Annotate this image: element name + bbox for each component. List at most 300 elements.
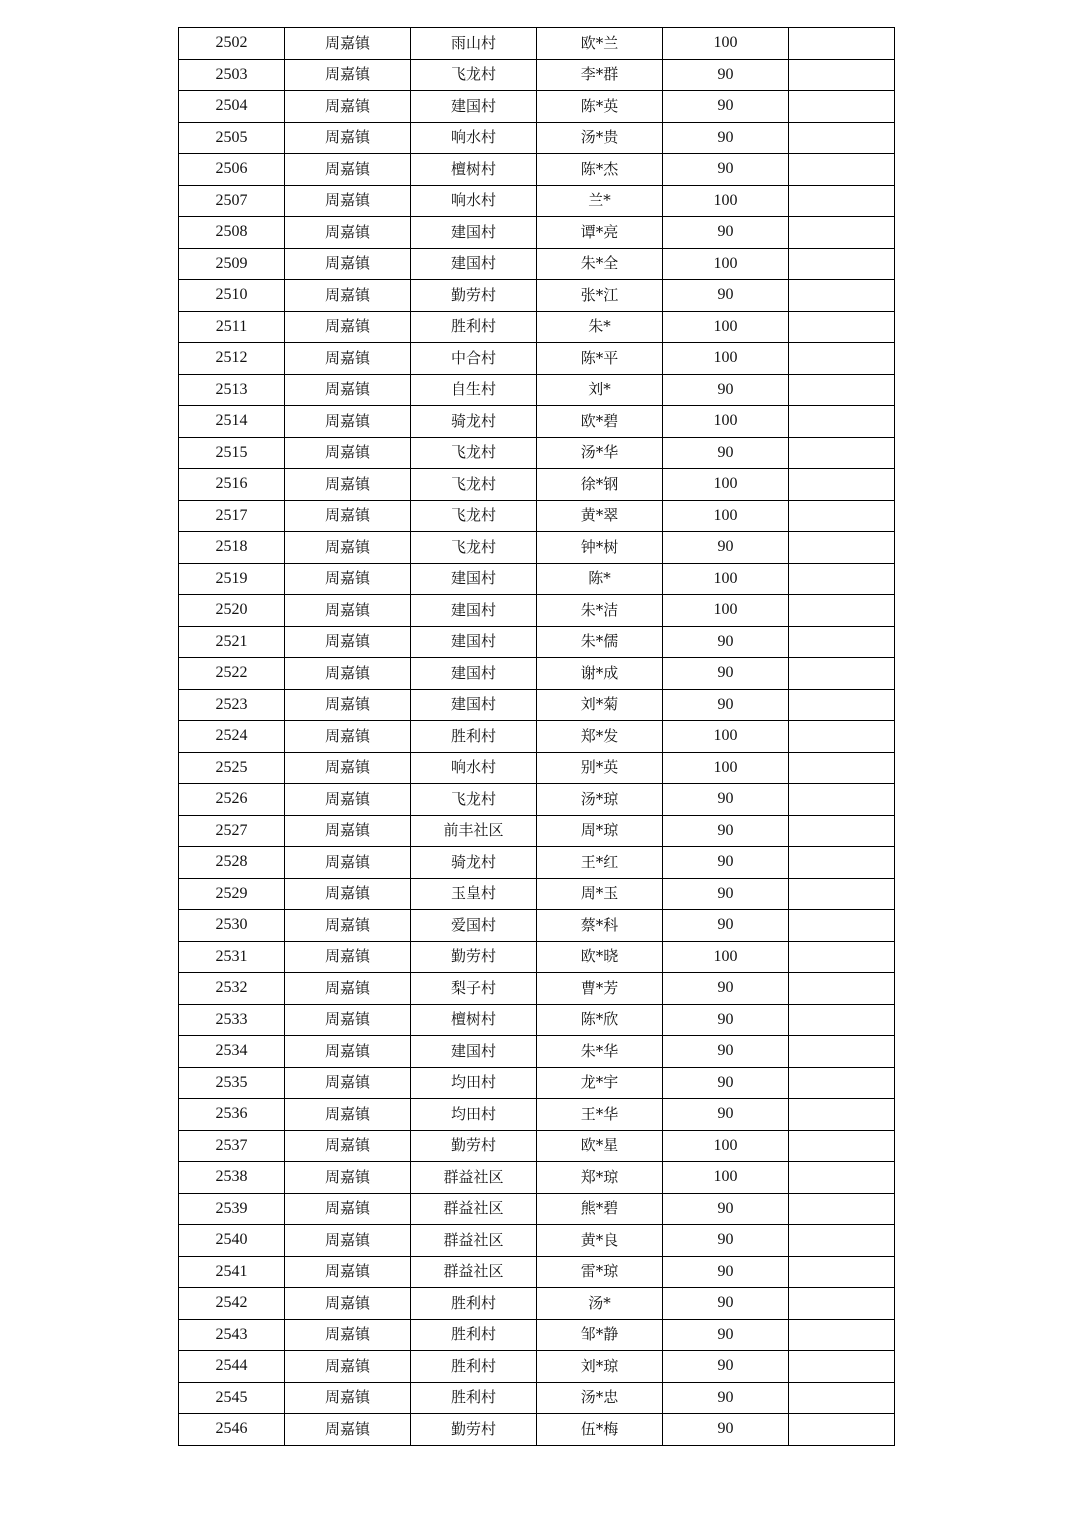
cell-remark: [789, 910, 895, 942]
cell-amount: 90: [663, 59, 789, 91]
table-row: [179, 878, 895, 910]
cell-name: 徐*钢: [537, 469, 663, 501]
cell-town: 周嘉镇: [285, 658, 411, 690]
cell-name: 伍*梅: [537, 1414, 663, 1446]
cell-name: 朱*全: [537, 248, 663, 280]
cell-town: 周嘉镇: [285, 1130, 411, 1162]
cell-town: 周嘉镇: [285, 500, 411, 532]
cell-village: 胜利村: [411, 1319, 537, 1351]
cell-name: 郑*琼: [537, 1162, 663, 1194]
cell-serial-number: 2546: [179, 1414, 285, 1446]
table-row: [179, 280, 895, 312]
cell-serial-number: 2521: [179, 626, 285, 658]
table-row: [179, 1099, 895, 1131]
cell-amount: 100: [663, 311, 789, 343]
cell-village: 檀树村: [411, 1004, 537, 1036]
cell-amount: 90: [663, 1067, 789, 1099]
cell-town: 周嘉镇: [285, 721, 411, 753]
cell-name: 兰*: [537, 185, 663, 217]
cell-village: 勤劳村: [411, 280, 537, 312]
cell-remark: [789, 1351, 895, 1383]
cell-amount: 100: [663, 1162, 789, 1194]
cell-town: 周嘉镇: [285, 815, 411, 847]
cell-serial-number: 2524: [179, 721, 285, 753]
cell-amount: 100: [663, 343, 789, 375]
cell-village: 勤劳村: [411, 941, 537, 973]
cell-name: 黄*翠: [537, 500, 663, 532]
cell-name: 邹*静: [537, 1319, 663, 1351]
cell-name: 刘*: [537, 374, 663, 406]
cell-town: 周嘉镇: [285, 59, 411, 91]
cell-amount: 100: [663, 752, 789, 784]
cell-village: 勤劳村: [411, 1414, 537, 1446]
cell-village: 骑龙村: [411, 847, 537, 879]
cell-serial-number: 2538: [179, 1162, 285, 1194]
cell-village: 响水村: [411, 122, 537, 154]
cell-village: 群益社区: [411, 1225, 537, 1257]
cell-amount: 90: [663, 154, 789, 186]
table-row: [179, 500, 895, 532]
cell-town: 周嘉镇: [285, 154, 411, 186]
cell-remark: [789, 217, 895, 249]
cell-village: 爱国村: [411, 910, 537, 942]
cell-remark: [789, 469, 895, 501]
cell-remark: [789, 280, 895, 312]
cell-town: 周嘉镇: [285, 1382, 411, 1414]
table-row: [179, 1382, 895, 1414]
table-row: [179, 1319, 895, 1351]
cell-name: 汤*琼: [537, 784, 663, 816]
cell-serial-number: 2527: [179, 815, 285, 847]
table-row: [179, 784, 895, 816]
cell-village: 飞龙村: [411, 784, 537, 816]
cell-village: 胜利村: [411, 721, 537, 753]
cell-name: 熊*碧: [537, 1193, 663, 1225]
cell-remark: [789, 1004, 895, 1036]
cell-remark: [789, 1130, 895, 1162]
table-row: [179, 437, 895, 469]
cell-name: 陈*: [537, 563, 663, 595]
cell-remark: [789, 1319, 895, 1351]
cell-town: 周嘉镇: [285, 1067, 411, 1099]
cell-amount: 90: [663, 374, 789, 406]
cell-amount: 90: [663, 280, 789, 312]
cell-amount: 100: [663, 406, 789, 438]
cell-serial-number: 2533: [179, 1004, 285, 1036]
cell-serial-number: 2525: [179, 752, 285, 784]
cell-amount: 100: [663, 595, 789, 627]
cell-town: 周嘉镇: [285, 374, 411, 406]
cell-name: 欧*晓: [537, 941, 663, 973]
cell-town: 周嘉镇: [285, 1256, 411, 1288]
cell-serial-number: 2505: [179, 122, 285, 154]
cell-village: 群益社区: [411, 1193, 537, 1225]
cell-serial-number: 2534: [179, 1036, 285, 1068]
cell-name: 汤*贵: [537, 122, 663, 154]
table-row: [179, 721, 895, 753]
cell-village: 均田村: [411, 1067, 537, 1099]
cell-serial-number: 2518: [179, 532, 285, 564]
cell-remark: [789, 1225, 895, 1257]
cell-village: 建国村: [411, 563, 537, 595]
cell-village: 胜利村: [411, 1382, 537, 1414]
cell-name: 刘*菊: [537, 689, 663, 721]
cell-town: 周嘉镇: [285, 437, 411, 469]
cell-town: 周嘉镇: [285, 343, 411, 375]
cell-town: 周嘉镇: [285, 752, 411, 784]
cell-serial-number: 2536: [179, 1099, 285, 1131]
cell-amount: 100: [663, 28, 789, 60]
cell-town: 周嘉镇: [285, 217, 411, 249]
cell-town: 周嘉镇: [285, 941, 411, 973]
cell-remark: [789, 595, 895, 627]
cell-town: 周嘉镇: [285, 1225, 411, 1257]
cell-remark: [789, 815, 895, 847]
cell-village: 玉皇村: [411, 878, 537, 910]
cell-name: 陈*欣: [537, 1004, 663, 1036]
cell-town: 周嘉镇: [285, 1004, 411, 1036]
cell-serial-number: 2510: [179, 280, 285, 312]
cell-remark: [789, 1193, 895, 1225]
cell-town: 周嘉镇: [285, 91, 411, 123]
cell-amount: 100: [663, 721, 789, 753]
cell-remark: [789, 500, 895, 532]
cell-name: 汤*华: [537, 437, 663, 469]
table-row: [179, 1351, 895, 1383]
cell-serial-number: 2535: [179, 1067, 285, 1099]
cell-amount: 90: [663, 1193, 789, 1225]
cell-village: 雨山村: [411, 28, 537, 60]
cell-name: 朱*: [537, 311, 663, 343]
cell-remark: [789, 626, 895, 658]
cell-amount: 90: [663, 910, 789, 942]
cell-amount: 90: [663, 878, 789, 910]
cell-amount: 90: [663, 1099, 789, 1131]
cell-remark: [789, 374, 895, 406]
cell-serial-number: 2519: [179, 563, 285, 595]
table-row: [179, 532, 895, 564]
cell-amount: 100: [663, 469, 789, 501]
cell-name: 雷*琼: [537, 1256, 663, 1288]
cell-amount: 100: [663, 500, 789, 532]
cell-village: 均田村: [411, 1099, 537, 1131]
cell-name: 周*琼: [537, 815, 663, 847]
cell-village: 梨子村: [411, 973, 537, 1005]
cell-town: 周嘉镇: [285, 910, 411, 942]
cell-remark: [789, 784, 895, 816]
cell-village: 响水村: [411, 185, 537, 217]
table-row: [179, 752, 895, 784]
table-row: [179, 185, 895, 217]
cell-town: 周嘉镇: [285, 1351, 411, 1383]
cell-town: 周嘉镇: [285, 311, 411, 343]
cell-remark: [789, 1099, 895, 1131]
cell-serial-number: 2513: [179, 374, 285, 406]
cell-name: 陈*平: [537, 343, 663, 375]
cell-name: 欧*碧: [537, 406, 663, 438]
table-row: [179, 595, 895, 627]
cell-amount: 100: [663, 1130, 789, 1162]
table-row: [179, 1225, 895, 1257]
cell-name: 朱*儒: [537, 626, 663, 658]
cell-amount: 90: [663, 973, 789, 1005]
cell-name: 张*江: [537, 280, 663, 312]
cell-name: 欧*星: [537, 1130, 663, 1162]
cell-village: 中合村: [411, 343, 537, 375]
cell-name: 王*红: [537, 847, 663, 879]
cell-remark: [789, 1382, 895, 1414]
cell-serial-number: 2508: [179, 217, 285, 249]
cell-serial-number: 2522: [179, 658, 285, 690]
cell-town: 周嘉镇: [285, 626, 411, 658]
table-row: [179, 311, 895, 343]
cell-remark: [789, 343, 895, 375]
cell-remark: [789, 878, 895, 910]
cell-serial-number: 2539: [179, 1193, 285, 1225]
table-row: [179, 1414, 895, 1446]
cell-name: 谢*成: [537, 658, 663, 690]
cell-serial-number: 2516: [179, 469, 285, 501]
cell-town: 周嘉镇: [285, 878, 411, 910]
cell-remark: [789, 1288, 895, 1320]
cell-amount: 90: [663, 91, 789, 123]
cell-town: 周嘉镇: [285, 185, 411, 217]
cell-remark: [789, 91, 895, 123]
cell-village: 建国村: [411, 1036, 537, 1068]
cell-amount: 90: [663, 1256, 789, 1288]
cell-town: 周嘉镇: [285, 1162, 411, 1194]
cell-serial-number: 2504: [179, 91, 285, 123]
cell-serial-number: 2541: [179, 1256, 285, 1288]
cell-village: 建国村: [411, 91, 537, 123]
cell-town: 周嘉镇: [285, 689, 411, 721]
cell-amount: 90: [663, 1225, 789, 1257]
cell-serial-number: 2529: [179, 878, 285, 910]
table-row: [179, 1067, 895, 1099]
table-row: [179, 374, 895, 406]
cell-remark: [789, 122, 895, 154]
cell-serial-number: 2514: [179, 406, 285, 438]
cell-village: 建国村: [411, 217, 537, 249]
cell-remark: [789, 532, 895, 564]
table-row: [179, 248, 895, 280]
cell-village: 胜利村: [411, 311, 537, 343]
cell-remark: [789, 406, 895, 438]
cell-remark: [789, 311, 895, 343]
cell-village: 飞龙村: [411, 469, 537, 501]
cell-village: 响水村: [411, 752, 537, 784]
table-row: [179, 1162, 895, 1194]
cell-serial-number: 2506: [179, 154, 285, 186]
cell-amount: 90: [663, 815, 789, 847]
cell-name: 汤*: [537, 1288, 663, 1320]
cell-serial-number: 2526: [179, 784, 285, 816]
cell-amount: 100: [663, 248, 789, 280]
table-row: [179, 658, 895, 690]
cell-village: 前丰社区: [411, 815, 537, 847]
table-row: [179, 973, 895, 1005]
cell-remark: [789, 847, 895, 879]
cell-name: 曹*芳: [537, 973, 663, 1005]
cell-name: 郑*发: [537, 721, 663, 753]
cell-town: 周嘉镇: [285, 563, 411, 595]
cell-town: 周嘉镇: [285, 469, 411, 501]
cell-remark: [789, 752, 895, 784]
cell-town: 周嘉镇: [285, 406, 411, 438]
cell-name: 陈*英: [537, 91, 663, 123]
cell-remark: [789, 154, 895, 186]
cell-town: 周嘉镇: [285, 784, 411, 816]
cell-town: 周嘉镇: [285, 248, 411, 280]
cell-remark: [789, 563, 895, 595]
table-body: [179, 28, 895, 1446]
cell-village: 自生村: [411, 374, 537, 406]
cell-serial-number: 2540: [179, 1225, 285, 1257]
cell-amount: 90: [663, 689, 789, 721]
cell-name: 欧*兰: [537, 28, 663, 60]
cell-village: 飞龙村: [411, 437, 537, 469]
cell-name: 朱*华: [537, 1036, 663, 1068]
table-row: [179, 847, 895, 879]
cell-village: 胜利村: [411, 1288, 537, 1320]
cell-name: 朱*洁: [537, 595, 663, 627]
cell-remark: [789, 185, 895, 217]
cell-village: 骑龙村: [411, 406, 537, 438]
cell-village: 胜利村: [411, 1351, 537, 1383]
cell-serial-number: 2532: [179, 973, 285, 1005]
cell-amount: 90: [663, 1288, 789, 1320]
table-row: [179, 1256, 895, 1288]
cell-town: 周嘉镇: [285, 1099, 411, 1131]
cell-town: 周嘉镇: [285, 973, 411, 1005]
cell-name: 蔡*科: [537, 910, 663, 942]
table-row: [179, 910, 895, 942]
cell-amount: 90: [663, 1036, 789, 1068]
cell-village: 建国村: [411, 689, 537, 721]
cell-remark: [789, 721, 895, 753]
table-row: [179, 28, 895, 60]
cell-name: 王*华: [537, 1099, 663, 1131]
cell-remark: [789, 658, 895, 690]
cell-amount: 90: [663, 784, 789, 816]
table-row: [179, 122, 895, 154]
cell-amount: 100: [663, 563, 789, 595]
cell-town: 周嘉镇: [285, 28, 411, 60]
cell-amount: 90: [663, 658, 789, 690]
cell-name: 汤*忠: [537, 1382, 663, 1414]
cell-remark: [789, 941, 895, 973]
cell-serial-number: 2507: [179, 185, 285, 217]
cell-town: 周嘉镇: [285, 122, 411, 154]
cell-serial-number: 2517: [179, 500, 285, 532]
cell-town: 周嘉镇: [285, 595, 411, 627]
cell-name: 钟*树: [537, 532, 663, 564]
cell-remark: [789, 248, 895, 280]
table-row: [179, 469, 895, 501]
cell-town: 周嘉镇: [285, 532, 411, 564]
table-row: [179, 154, 895, 186]
table-row: [179, 815, 895, 847]
cell-remark: [789, 1162, 895, 1194]
cell-town: 周嘉镇: [285, 1288, 411, 1320]
cell-name: 李*群: [537, 59, 663, 91]
table-row: [179, 626, 895, 658]
cell-serial-number: 2509: [179, 248, 285, 280]
cell-remark: [789, 689, 895, 721]
cell-remark: [789, 973, 895, 1005]
cell-amount: 90: [663, 1414, 789, 1446]
cell-village: 建国村: [411, 626, 537, 658]
cell-name: 刘*琼: [537, 1351, 663, 1383]
cell-serial-number: 2511: [179, 311, 285, 343]
cell-serial-number: 2515: [179, 437, 285, 469]
cell-village: 飞龙村: [411, 500, 537, 532]
cell-serial-number: 2544: [179, 1351, 285, 1383]
table-row: [179, 343, 895, 375]
cell-village: 勤劳村: [411, 1130, 537, 1162]
table-row: [179, 406, 895, 438]
cell-amount: 90: [663, 1351, 789, 1383]
cell-town: 周嘉镇: [285, 1036, 411, 1068]
cell-serial-number: 2542: [179, 1288, 285, 1320]
cell-town: 周嘉镇: [285, 1414, 411, 1446]
cell-amount: 90: [663, 847, 789, 879]
cell-remark: [789, 1036, 895, 1068]
table-row: [179, 59, 895, 91]
cell-name: 陈*杰: [537, 154, 663, 186]
table-row: [179, 941, 895, 973]
cell-name: 别*英: [537, 752, 663, 784]
cell-amount: 90: [663, 1382, 789, 1414]
cell-serial-number: 2523: [179, 689, 285, 721]
cell-serial-number: 2502: [179, 28, 285, 60]
cell-amount: 90: [663, 122, 789, 154]
cell-remark: [789, 28, 895, 60]
cell-remark: [789, 1256, 895, 1288]
cell-town: 周嘉镇: [285, 1319, 411, 1351]
data-table: [178, 27, 895, 1446]
table-row: [179, 689, 895, 721]
cell-town: 周嘉镇: [285, 847, 411, 879]
cell-village: 群益社区: [411, 1162, 537, 1194]
cell-amount: 90: [663, 532, 789, 564]
table-row: [179, 1004, 895, 1036]
cell-town: 周嘉镇: [285, 280, 411, 312]
cell-remark: [789, 437, 895, 469]
cell-amount: 100: [663, 941, 789, 973]
cell-village: 飞龙村: [411, 532, 537, 564]
cell-amount: 90: [663, 437, 789, 469]
table-row: [179, 1036, 895, 1068]
cell-amount: 90: [663, 1319, 789, 1351]
cell-serial-number: 2543: [179, 1319, 285, 1351]
table-row: [179, 1193, 895, 1225]
table-row: [179, 91, 895, 123]
cell-town: 周嘉镇: [285, 1193, 411, 1225]
cell-name: 龙*宇: [537, 1067, 663, 1099]
cell-village: 群益社区: [411, 1256, 537, 1288]
cell-serial-number: 2545: [179, 1382, 285, 1414]
cell-amount: 90: [663, 626, 789, 658]
cell-serial-number: 2512: [179, 343, 285, 375]
cell-serial-number: 2530: [179, 910, 285, 942]
cell-serial-number: 2528: [179, 847, 285, 879]
table-row: [179, 1130, 895, 1162]
cell-village: 建国村: [411, 658, 537, 690]
cell-serial-number: 2537: [179, 1130, 285, 1162]
cell-remark: [789, 59, 895, 91]
cell-serial-number: 2520: [179, 595, 285, 627]
